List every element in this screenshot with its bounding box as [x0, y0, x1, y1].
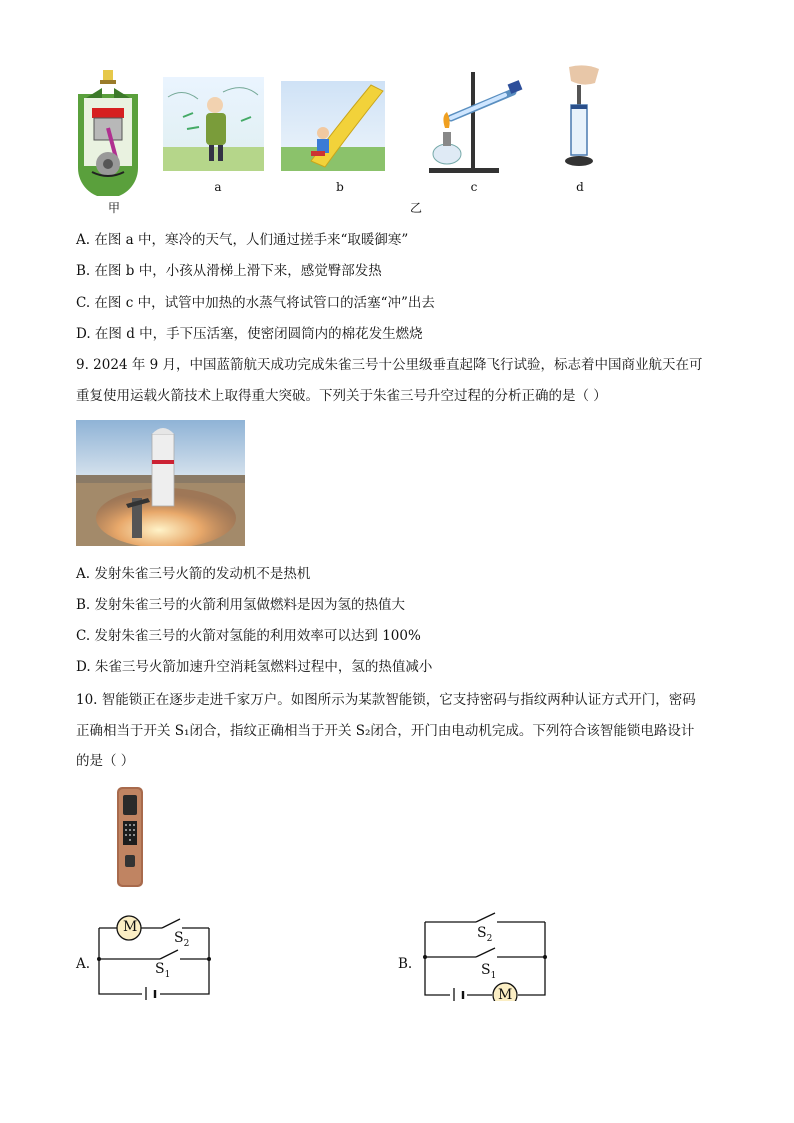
q10-stem-line3: 的是（ ） [76, 753, 135, 769]
smart-lock-photo [113, 785, 147, 889]
option-label-b: B. [398, 956, 413, 972]
q8-option-b: B. 在图 b 中，小孩从滑梯上滑下来，感觉臀部发热 [76, 263, 382, 279]
q10-stem-line1: 10. 智能锁正在逐步走进千家万户。如图所示为某款智能锁，它支持密码与指纹两种认证方式开门，密码 [76, 692, 696, 708]
circuit-b-s2-subscript: 2 [486, 933, 493, 944]
engine-diagram [72, 68, 144, 196]
group-caption: 乙 [409, 201, 422, 215]
panel-label-a: a [214, 180, 222, 194]
q8-option-d: D. 在图 d 中，手下压活塞，使密闭圆筒内的棉花发生燃烧 [76, 326, 423, 342]
q9-option-c: C. 发射朱雀三号的火箭对氢能的利用效率可以达到 100% [76, 628, 421, 644]
circuit-diagram-b [421, 905, 551, 1001]
q8-option-c: C. 在图 c 中，试管中加热的水蒸气将试管口的活塞“冲”出去 [76, 295, 435, 311]
circuit-b-s2-letter: S [477, 925, 487, 941]
q10-stem-line2: 正确相当于开关 S₁闭合，指纹正确相当于开关 S₂闭合，开门由电动机完成。下列符合该智能锁电路设计 [76, 723, 695, 739]
q9-option-b: B. 发射朱雀三号的火箭利用氢做燃料是因为氢的热值大 [76, 597, 406, 613]
q9-stem-line1: 9. 2024 年 9 月，中国蓝箭航天成功完成朱雀三号十公里级垂直起降飞行试验，标志着中国商业航天在可 [76, 357, 703, 373]
circuit-a-s1-subscript: 1 [164, 969, 171, 980]
rocket-launch-photo [76, 420, 245, 546]
circuit-b-motor-label: M [498, 987, 513, 1003]
circuit-a-switch-s1-label [155, 961, 170, 983]
photo-child-on-slide [281, 81, 385, 171]
circuit-a-s2-letter: S [174, 930, 184, 946]
circuit-b-s1-letter: S [481, 962, 491, 978]
panel-label-d: d [576, 180, 584, 194]
circuit-b-switch-s1-label [481, 962, 496, 984]
q9-option-d: D. 朱雀三号火箭加速升空消耗氢燃料过程中，氢的热值减小 [76, 659, 433, 675]
circuit-b-switch-s2-label [477, 925, 492, 947]
q9-option-a: A. 发射朱雀三号火箭的发动机不是热机 [76, 566, 311, 582]
panel-label-c: c [470, 180, 478, 194]
circuit-a-s1-letter: S [155, 961, 165, 977]
circuit-b-s1-subscript: 1 [490, 970, 497, 981]
circuit-a-motor-label: M [123, 919, 138, 935]
q8-option-a: A. 在图 a 中，寒冷的天气，人们通过搓手来“取暖御寒” [76, 232, 409, 248]
photo-rubbing-hands [163, 77, 264, 171]
test-tube-heating-apparatus [425, 68, 533, 176]
circuit-a-s2-subscript: 2 [183, 938, 190, 949]
q9-stem-line2: 重复使用运载火箭技术上取得重大突破。下列关于朱雀三号升空过程的分析正确的是（ ） [76, 388, 607, 404]
option-label-a: A. [76, 956, 91, 972]
panel-label-b: b [336, 180, 344, 194]
circuit-a-switch-s2-label [174, 930, 189, 952]
fire-piston-apparatus [555, 63, 605, 171]
engine-caption: 甲 [107, 201, 120, 215]
circuit-diagram-a [96, 908, 214, 1000]
